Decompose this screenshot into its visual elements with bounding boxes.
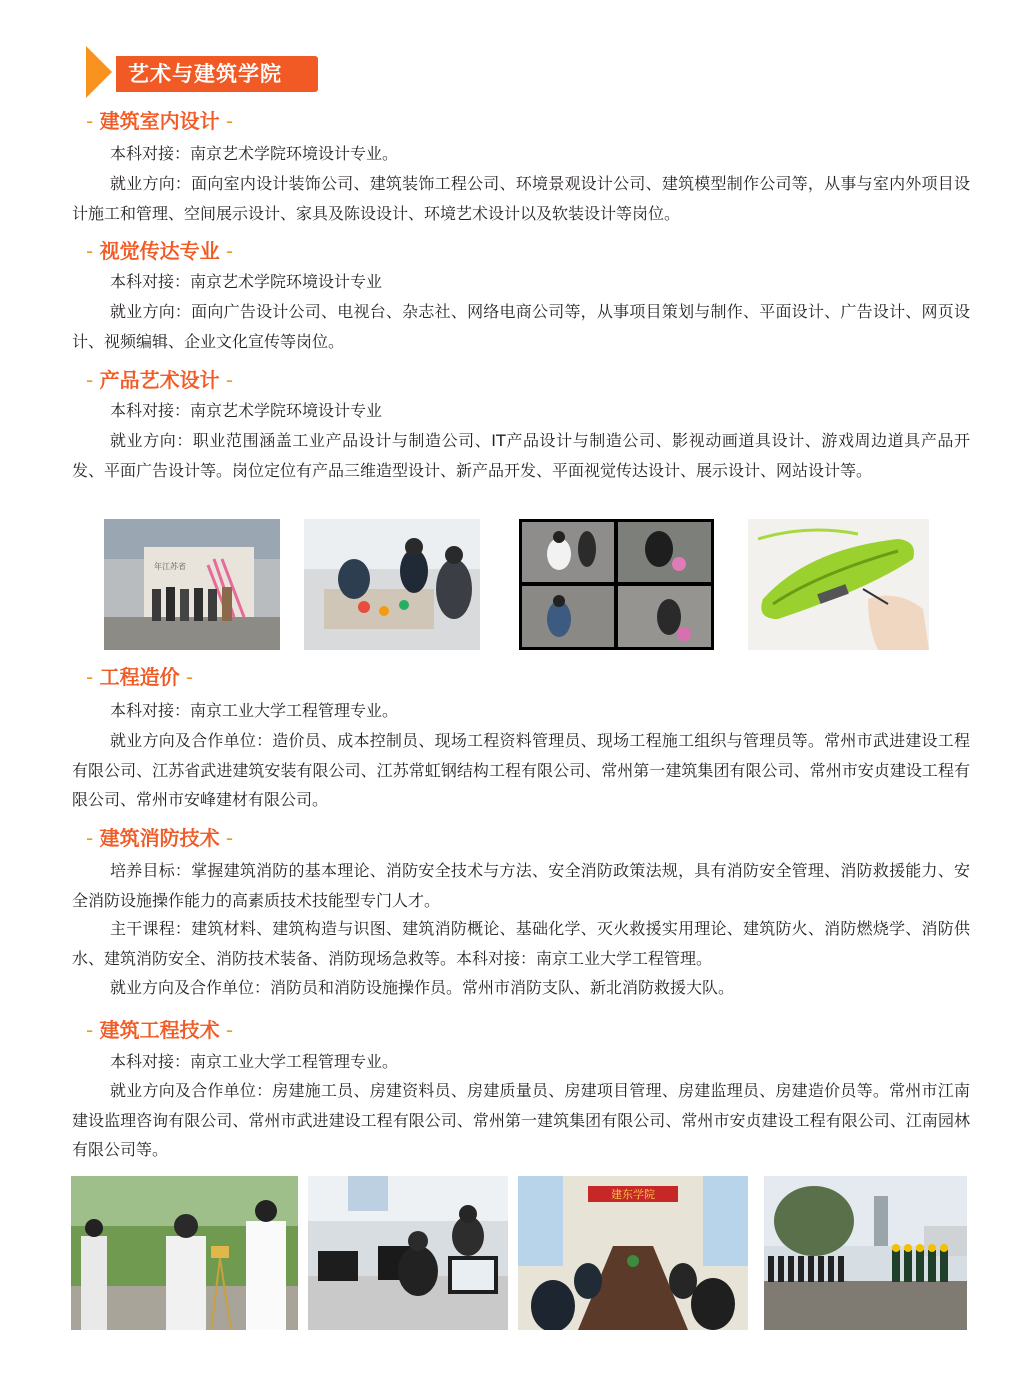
section-line: 主干课程：建筑材料、建筑构造与识图、建筑消防概论、基础化学、灭火救援实用理论、建筑防火、消防燃烧学、消防供水、建筑消防安全、消防技术装备、消防现场急救等。本科对接：南京工业大学工程管理。 xyxy=(72,919,970,968)
heading-dash: - xyxy=(86,826,100,850)
photo-meeting-room xyxy=(518,1176,748,1330)
section-heading-product-design xyxy=(86,365,233,395)
heading-dash: - xyxy=(86,368,100,392)
heading-text: 产品艺术设计 xyxy=(99,368,220,392)
heading-dash: - xyxy=(219,239,234,263)
heading-text: 建筑工程技术 xyxy=(99,1018,220,1042)
heading-text: 建筑室内设计 xyxy=(99,109,220,133)
heading-dash: - xyxy=(219,1018,234,1042)
section-line: 就业方向：职业范围涵盖工业产品设计与制造公司、IT产品设计与制造公司、影视动画道具设计、游戏周边道具产品开发、平面广告设计等。岗位定位有产品三维造型设计、新产品开发、平面视觉传达设计、展示设计、网站设计等。 xyxy=(72,431,970,480)
meeting-room-sign: 建东学院 xyxy=(611,1188,655,1201)
section-line: 本科对接：南京工业大学工程管理专业。 xyxy=(110,701,399,720)
section-heading-fire-protection xyxy=(86,823,233,853)
section-line: 就业方向及合作单位：消防员和消防设施操作员。常州市消防支队、新北消防救援大队。 xyxy=(110,978,735,997)
section-line: 本科对接：南京艺术学院环境设计专业 xyxy=(110,401,383,420)
heading-dash: - xyxy=(86,239,100,263)
heading-dash: - xyxy=(219,826,234,850)
exhibition-sign-text: 年江苏省 xyxy=(154,562,186,571)
heading-dash: - xyxy=(219,109,234,133)
heading-dash: - xyxy=(86,665,100,689)
heading-text: 建筑消防技术 xyxy=(99,826,220,850)
heading-text: 工程造价 xyxy=(99,665,180,689)
section-heading-interior-design xyxy=(86,106,233,136)
section-heading-visual-communication xyxy=(86,236,233,266)
photo-exhibition-group xyxy=(104,519,280,650)
section-line: 本科对接：南京艺术学院环境设计专业。 xyxy=(110,144,399,163)
photo-firefighter-drill xyxy=(764,1176,967,1330)
section-heading-construction-technology xyxy=(86,1015,233,1045)
section-line: 就业方向：面向室内设计装饰公司、建筑装饰工程公司、环境景观设计公司、建筑模型制作公司等，从事与室内外项目设计施工和管理、空间展示设计、家具及陈设设计、环境艺术设计以及软装设计等岗位。 xyxy=(72,174,970,223)
heading-dash: - xyxy=(86,109,100,133)
photo-computer-lab xyxy=(308,1176,508,1330)
section-line: 培养目标：掌握建筑消防的基本理论、消防安全技术与方法、安全消防政策法规，具有消防安全管理、消防救援能力、安全消防设施操作能力的高素质技术技能型专门人才。 xyxy=(72,861,970,910)
section-line: 就业方向及合作单位：房建施工员、房建资料员、房建质量员、房建项目管理、房建监理员、房建造价员等。常州市江南建设监理咨询有限公司、常州市武进建设工程有限公司、常州第一建筑集团有限公司、常州市安贞建设工程有限公司、江南园林有限公司等。 xyxy=(72,1081,970,1159)
section-line: 本科对接：南京工业大学工程管理专业。 xyxy=(110,1052,399,1071)
college-banner xyxy=(86,46,318,98)
heading-dash: - xyxy=(219,368,234,392)
section-line: 本科对接：南京艺术学院环境设计专业 xyxy=(110,272,383,291)
section-heading-cost-engineering xyxy=(86,662,193,692)
banner-arrow-icon xyxy=(86,46,112,98)
heading-dash: - xyxy=(179,665,194,689)
photo-chalk-drawing-collage xyxy=(519,519,714,650)
photo-product-sketch xyxy=(748,519,929,650)
section-line: 就业方向：面向广告设计公司、电视台、杂志社、网络电商公司等，从事项目策划与制作、平面设计、广告设计、网页设计、视频编辑、企业文化宣传等岗位。 xyxy=(72,302,970,351)
section-line: 就业方向及合作单位：造价员、成本控制员、现场工程资料管理员、现场工程施工组织与管理员等。常州市武进建设工程有限公司、江苏省武进建筑安装有限公司、江苏常虹钢结构工程有限公司、常州第一建筑集团有限公司、常州市安贞建设工程有限公司、常州市安峰建材有限公司。 xyxy=(72,731,970,809)
photo-students-crafting xyxy=(304,519,480,650)
heading-text: 视觉传达专业 xyxy=(99,239,220,263)
photo-surveying-students xyxy=(71,1176,298,1330)
heading-dash: - xyxy=(86,1018,100,1042)
college-title: 艺术与建筑学院 xyxy=(128,62,282,86)
